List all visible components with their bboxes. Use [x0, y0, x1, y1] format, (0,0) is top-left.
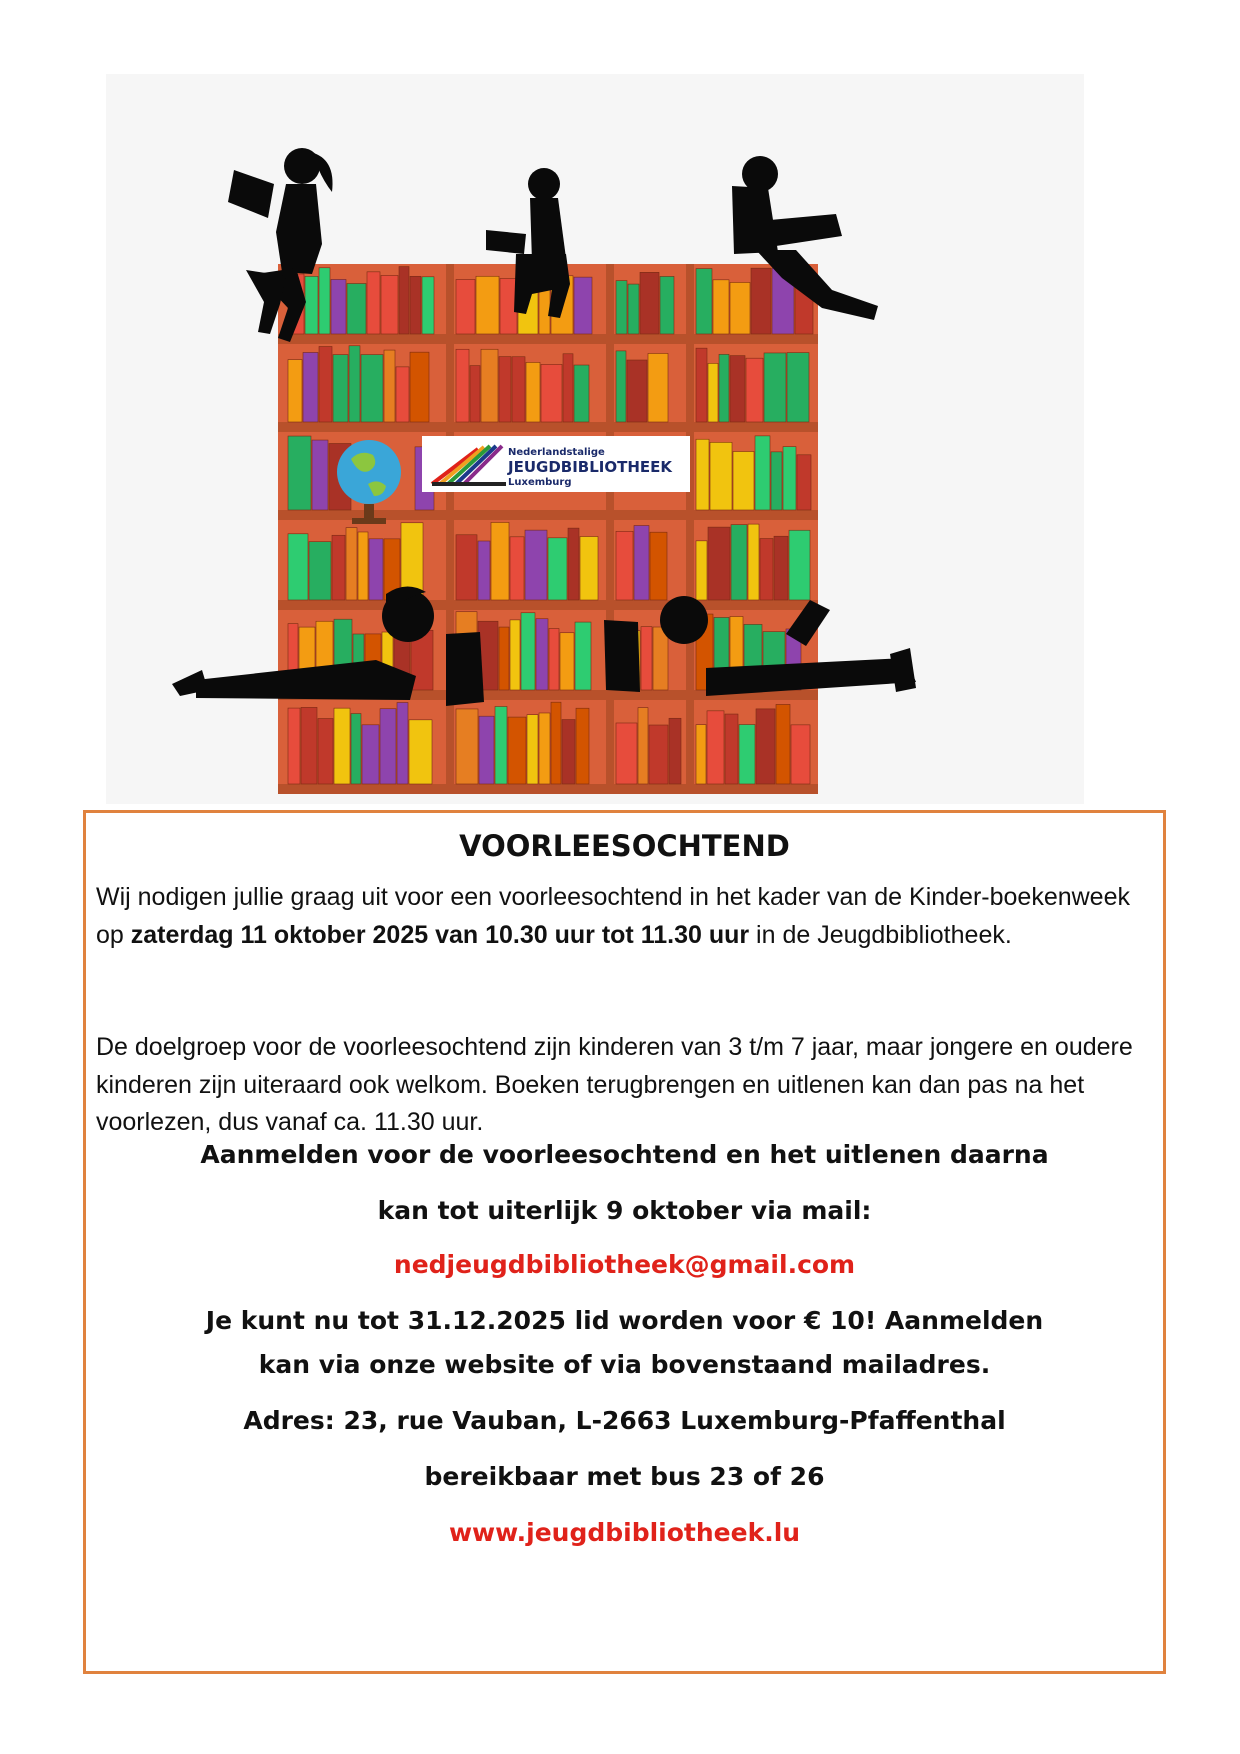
- target-group-paragraph: De doelgroep voor de voorleesochtend zijn kinderen van 3 t/m 7 jaar, maar jongere en oudere kinderen zijn uiteraard ook welkom. Boeken terugbrengen en uitlenen kan dan pas na het voorlezen, dus vanaf ca. 11.30 uur.: [96, 1033, 1133, 1136]
- intro-paragraph: [96, 879, 1146, 954]
- signup-line-1: Aanmelden voor de voorleesochtend en het uitlenen daarna: [200, 1140, 1049, 1169]
- signup-line-2: kan tot uiterlijk 9 oktober via mail:: [377, 1196, 872, 1225]
- page-title: VOORLEESOCHTEND: [459, 829, 790, 863]
- address-line: Adres: 23, rue Vauban, L-2663 Luxemburg-Pfaffenthal: [243, 1406, 1006, 1435]
- logo-line1: Nederlandstalige: [508, 447, 605, 458]
- membership-line-2: kan via onze website of via bovenstaand mailadres.: [258, 1350, 991, 1379]
- info-box: [83, 810, 1166, 1674]
- bookshelf-illustration: [106, 74, 1084, 804]
- hero-illustration: [106, 74, 1084, 804]
- email-link[interactable]: nedjeugdbibliotheek@gmail.com: [393, 1250, 856, 1279]
- membership-line-1: Je kunt nu tot 31.12.2025 lid worden voor € 10! Aanmelden: [205, 1306, 1044, 1335]
- bus-line: bereikbaar met bus 23 of 26: [424, 1462, 825, 1491]
- website-link[interactable]: www.jeugdbibliotheek.lu: [448, 1518, 801, 1547]
- intro-date-time: zaterdag 11 oktober 2025 van 10.30 uur tot 11.30 uur: [130, 920, 750, 949]
- intro-text-1: Wij nodigen jullie graag uit voor een voorleesochtend in het kader van de Kinder-boekenweek op: [96, 883, 1130, 949]
- intro-text-2: in de Jeugdbibliotheek.: [749, 920, 1012, 949]
- library-logo: [422, 436, 690, 492]
- logo-line2: JEUGDBIBLIOTHEEK: [508, 458, 673, 476]
- logo-line3: Luxemburg: [508, 477, 572, 488]
